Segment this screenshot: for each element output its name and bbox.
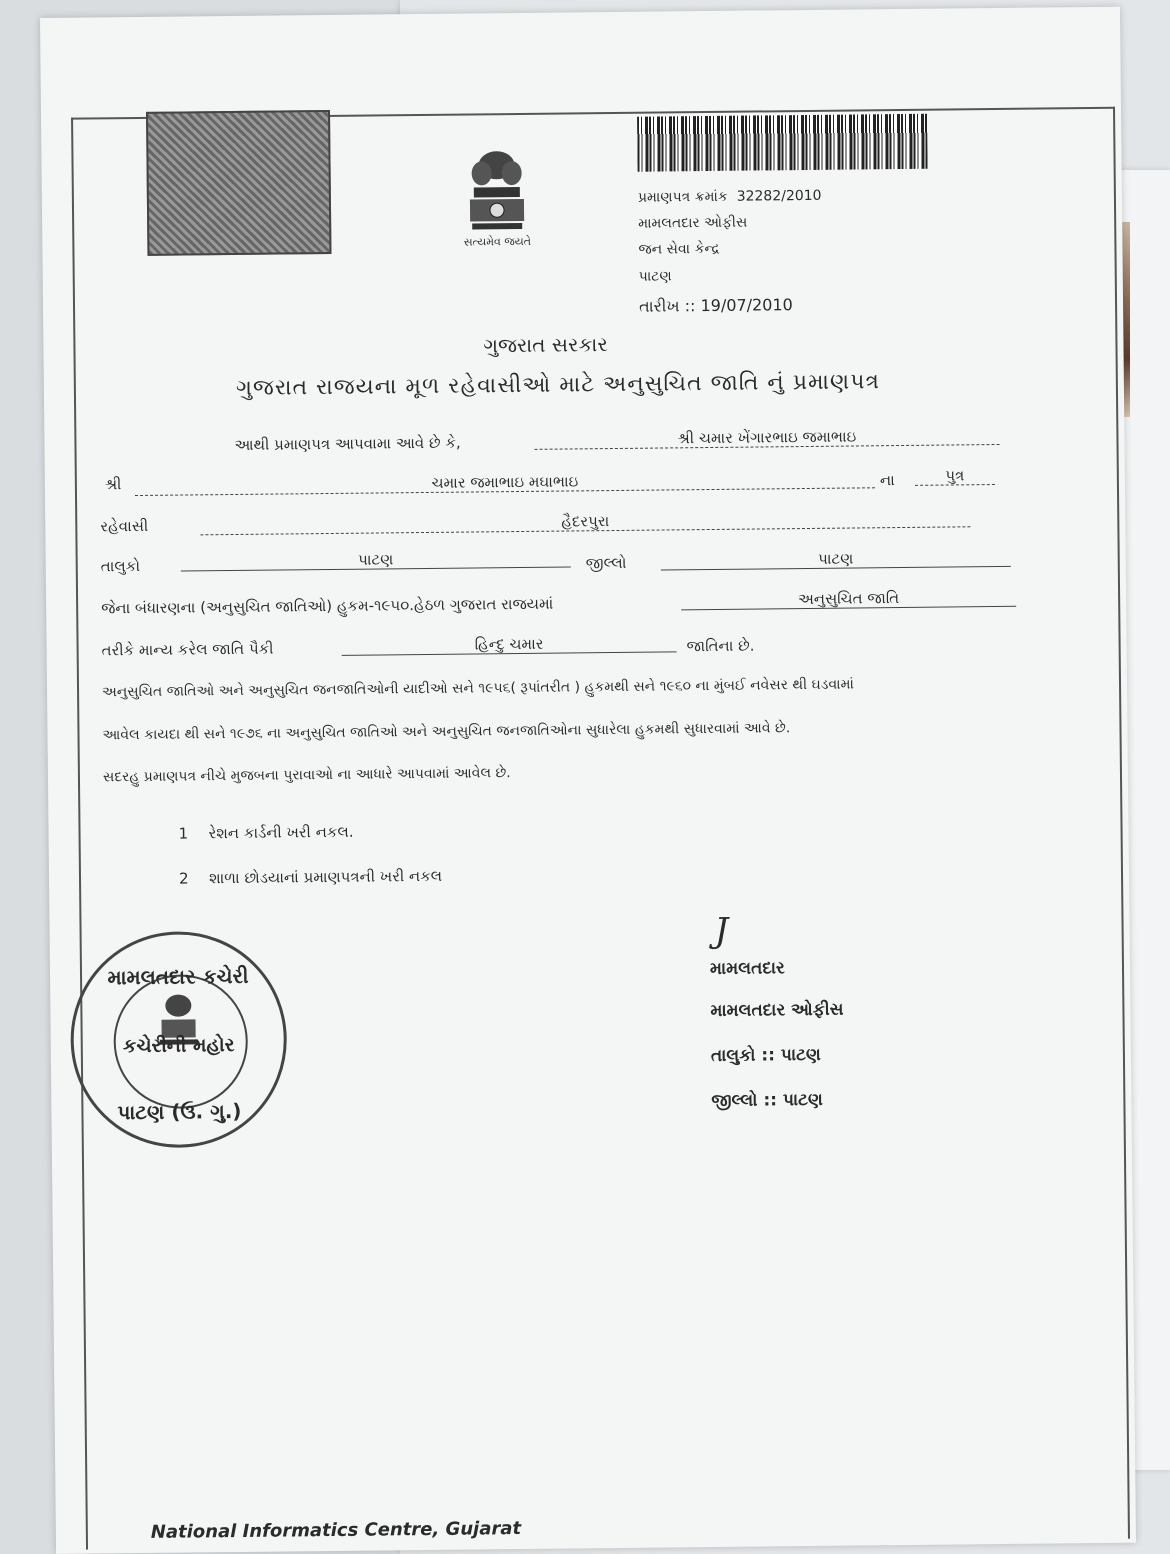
shri-label: શ્રી — [104, 475, 122, 494]
residence-label: રહેવાસી — [100, 516, 149, 536]
proof-item-number: 2 — [178, 869, 189, 888]
signatory-district: જીલ્લો :: પાટણ — [711, 1089, 823, 1112]
na-label: ના — [879, 471, 895, 490]
certificate-document — [40, 7, 1136, 1554]
paragraph-line-2: આવેલ કાયદા થી સને ૧૯૭૬ ના અનુસુચિત જાતિઓ અને અનુસુચિત જનજાતિઓના સુધારેલા હુકમથી સુધારવામાં આવે છે. — [102, 720, 791, 744]
signature: J — [714, 910, 729, 951]
signatory-taluka: તાલુકો :: પાટણ — [710, 1044, 821, 1067]
seal-middle-text: કચેરીની મહોર — [122, 1034, 235, 1058]
service-center: જન સેવા કેન્દ્ર — [638, 240, 720, 258]
district-label: જીલ્લો — [585, 553, 627, 573]
recognized-label: તરીકે માન્ય કરેલ જાતિ પૈકી — [101, 639, 274, 660]
national-emblem-icon — [461, 143, 532, 234]
proof-item-text: રેશન કાર્ડની ખરી નકલ. — [208, 822, 354, 843]
seal-bottom-text: પાટણ (ઉ. ગુ.) — [117, 1098, 242, 1125]
seal-top-text: મામલતદાર કચેરી — [107, 963, 249, 990]
taluka-label: તાલુકો — [100, 556, 141, 576]
caste-value: હિન્દુ ચમાર — [341, 633, 676, 656]
signatory-designation: મામલતદાર — [709, 958, 785, 980]
signatory-office: મામલતદાર ઓફીસ — [710, 999, 844, 1022]
barcode — [637, 114, 928, 172]
caste-suffix: જાતિના છે. — [686, 636, 755, 656]
relation: પુત્ર — [915, 466, 995, 486]
issue-date: તારીખ :: 19/07/2010 — [638, 295, 793, 316]
district-value: પાટણ — [661, 548, 1011, 571]
holder-name: શ્રી ચમાર ખેંગારભાઇ જમાભાઇ — [534, 426, 999, 450]
proof-intro: સદરહુ પ્રમાણપત્ર નીચે મુજબના પુરાવાઓ ના આધારે આપવામાં આવેલ છે. — [102, 765, 511, 786]
office-name: મામલતદાર ઓફીસ — [638, 214, 748, 232]
proof-item-number: 1 — [178, 824, 189, 843]
office-seal — [70, 930, 288, 1148]
order-label: જેના બંધારણના (અનુસુચિત જાતિઓ) હુકમ-૧૯૫૦.હેઠળ ગુજરાત રાજયમાં — [101, 594, 554, 618]
paragraph-line-1: અનુસુચિત જાતિઓ અને અનુસુચિત જનજાતિઓની યાદીઓ સને ૧૯૫૬( રૂપાંતરીત ) હુકમથી સને ૧૯૬૦ ના મુંબઈ નવેસર થી ઘડવામાં — [101, 676, 854, 701]
place: પાટણ — [638, 268, 672, 285]
certificate-number: પ્રમાણપત્ર ક્રમાંક 32282/2010 — [637, 187, 822, 206]
qr-code — [146, 110, 331, 256]
intro-label: આથી પ્રમાણપત્ર આપવામા આવે છે કે, — [234, 433, 461, 454]
emblem-caption: સત્યમેવ જયતે — [463, 234, 532, 249]
father-name: ચમાર જમાભાઇ મઘાભાઇ — [135, 469, 875, 496]
residence-value: હૈદરપુરા — [200, 508, 970, 535]
government-heading: ગુજરાત સરકાર — [483, 332, 608, 358]
footer-issuer: National Informatics Centre, Gujarat — [150, 1518, 522, 1543]
taluka-value: પાટણ — [181, 548, 571, 571]
certificate-title: ગુજરાત રાજયના મૂળ રહેવાસીઓ માટે અનુસુચિત જાતિ નું પ્રમાણપત્ર — [235, 369, 881, 401]
category-value: અનુસુચિત જાતિ — [681, 588, 1016, 611]
proof-item-text: શાળા છોડયાનાં પ્રમાણપત્રની ખરી નકલ — [208, 866, 443, 888]
